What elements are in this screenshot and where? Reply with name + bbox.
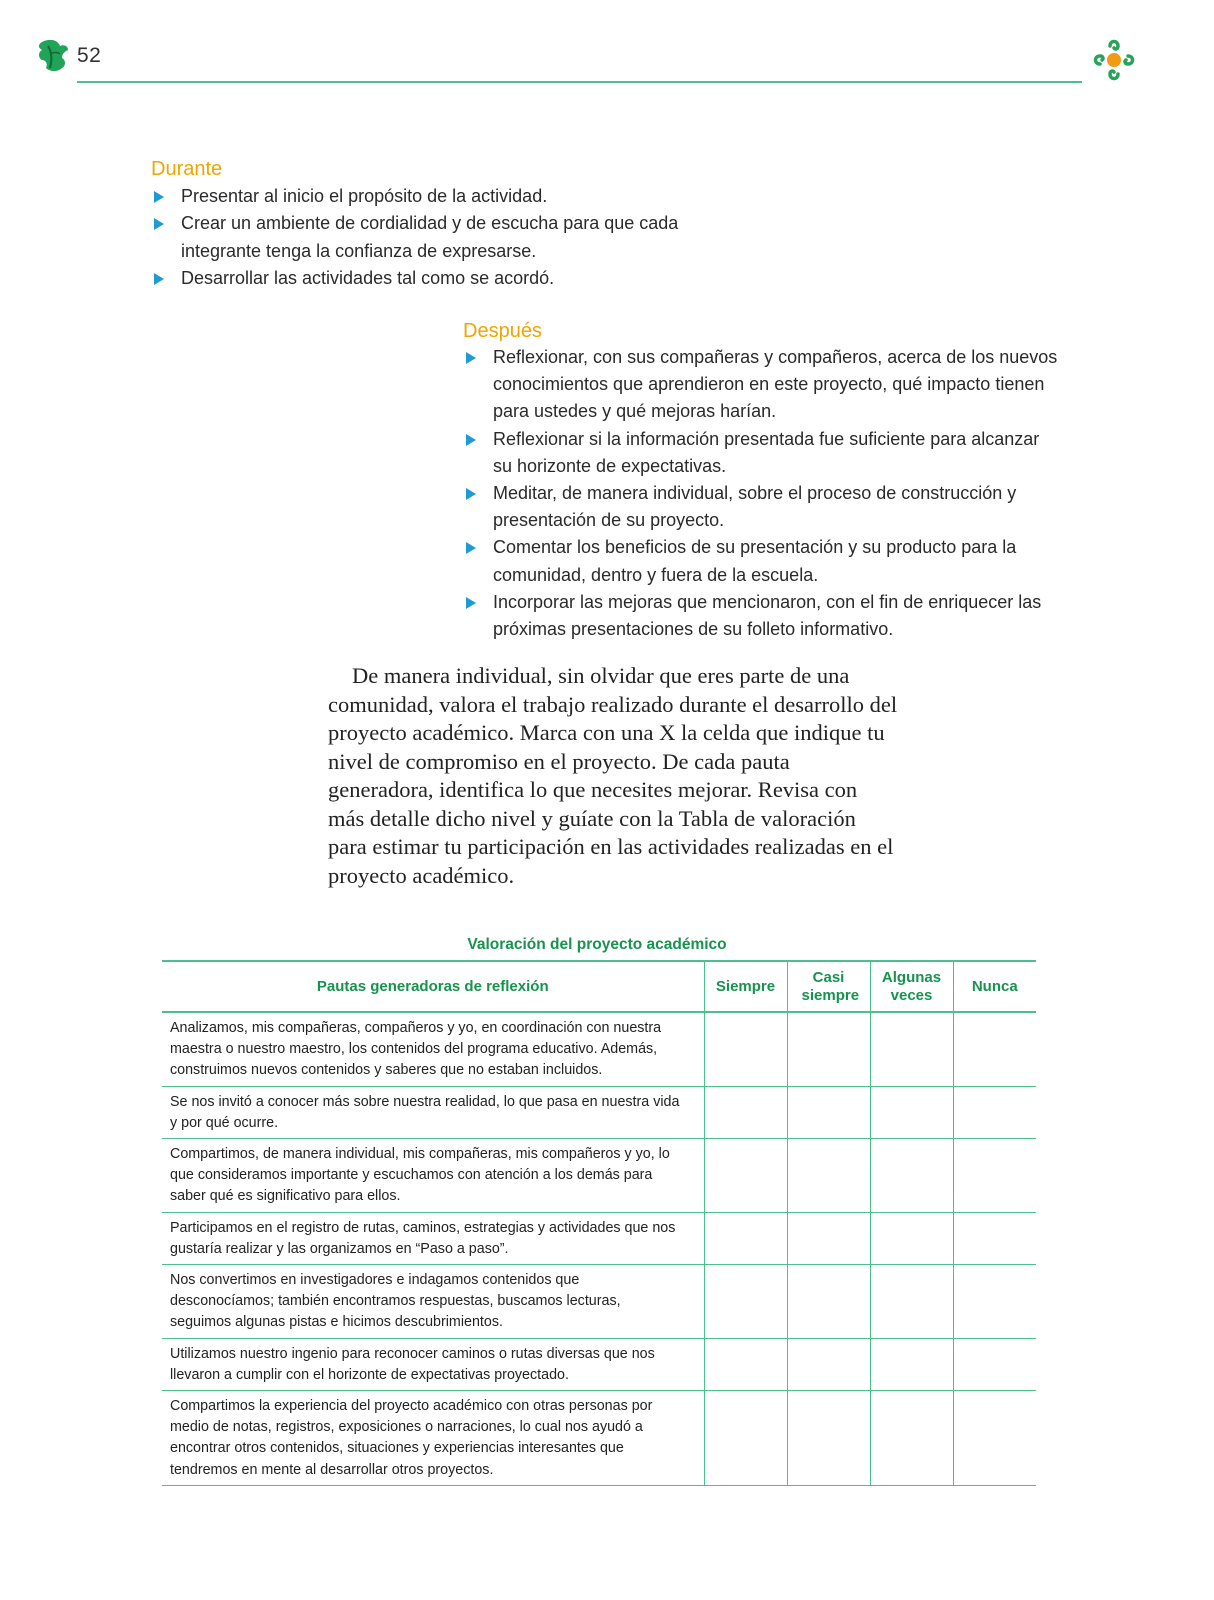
list-item-text: Meditar, de manera individual, sobre el proceso de construcción y presentación de su proyecto. xyxy=(493,483,1017,531)
cell-casi-siempre[interactable] xyxy=(787,1212,870,1264)
header-rule xyxy=(77,81,1082,83)
table-row xyxy=(162,1086,1036,1138)
header-siempre: Siempre xyxy=(704,961,787,1012)
cell-nunca[interactable] xyxy=(953,1265,1036,1339)
flower-logo-icon xyxy=(1088,34,1140,86)
cell-casi-siempre[interactable] xyxy=(787,1338,870,1390)
table-title: Valoración del proyecto académico xyxy=(467,936,727,953)
list-item xyxy=(463,480,1063,534)
cell-siempre[interactable] xyxy=(704,1139,787,1213)
page-number: 52 xyxy=(77,44,102,67)
list-item xyxy=(151,265,711,292)
list-item xyxy=(463,344,1063,426)
bullet-triangle-icon xyxy=(466,434,476,446)
cell-algunas-veces[interactable] xyxy=(870,1391,953,1486)
cell-casi-siempre[interactable] xyxy=(787,1139,870,1213)
table-row xyxy=(162,1212,1036,1264)
cell-nunca[interactable] xyxy=(953,1391,1036,1486)
table-row xyxy=(162,1012,1036,1086)
pauta-text: Analizamos, mis compañeras, compañeros y yo, en coordinación con nuestra maestra o nuestro maestro, los contenidos del programa educativo. Además, construimos nuevos contenidos y saberes que no estaban incluidos. xyxy=(162,1012,704,1086)
cell-nunca[interactable] xyxy=(953,1338,1036,1390)
list-item-text: Presentar al inicio el propósito de la actividad. xyxy=(181,186,548,206)
table-header-row xyxy=(162,961,1036,1012)
cell-algunas-veces[interactable] xyxy=(870,1265,953,1339)
table-row xyxy=(162,1391,1036,1486)
cell-casi-siempre[interactable] xyxy=(787,1012,870,1086)
bullet-triangle-icon xyxy=(154,218,164,230)
pauta-text: Utilizamos nuestro ingenio para reconocer caminos o rutas diversas que nos llevaron a cumplir con el horizonte de expectativas proyectado. xyxy=(162,1338,704,1390)
cell-nunca[interactable] xyxy=(953,1012,1036,1086)
cell-casi-siempre[interactable] xyxy=(787,1265,870,1339)
header-nunca: Nunca xyxy=(953,961,1036,1012)
pauta-text: Nos convertimos en investigadores e indagamos contenidos que desconocíamos; también encontramos respuestas, buscamos lecturas, seguimos algunas pistas e hicimos descubrimientos. xyxy=(162,1265,704,1339)
bullet-triangle-icon xyxy=(466,597,476,609)
list-item xyxy=(463,426,1063,480)
pauta-text: Compartimos la experiencia del proyecto académico con otras personas por medio de notas, registros, exposiciones o narraciones, lo cual nos ayudó a encontrar otros contenidos, situaciones y experiencias interesantes que tendremos en mente al desarrollar otros proyectos. xyxy=(162,1391,704,1486)
pauta-text: Se nos invitó a conocer más sobre nuestra realidad, lo que pasa en nuestra vida y por qué ocurre. xyxy=(162,1086,704,1138)
cell-siempre[interactable] xyxy=(704,1086,787,1138)
bullet-triangle-icon xyxy=(466,488,476,500)
cell-siempre[interactable] xyxy=(704,1212,787,1264)
evaluation-table xyxy=(162,960,1036,1486)
cell-casi-siempre[interactable] xyxy=(787,1391,870,1486)
cell-nunca[interactable] xyxy=(953,1086,1036,1138)
table-row xyxy=(162,1338,1036,1390)
list-item xyxy=(463,589,1063,643)
cell-nunca[interactable] xyxy=(953,1139,1036,1213)
header-pautas: Pautas generadoras de reflexión xyxy=(162,961,704,1012)
list-item-text: Comentar los beneficios de su presentación y su producto para la comunidad, dentro y fuera de la escuela. xyxy=(493,537,1017,585)
durante-list xyxy=(151,183,711,293)
list-item xyxy=(463,534,1063,588)
leaf-logo-icon xyxy=(36,38,70,74)
durante-title: Durante xyxy=(151,158,223,180)
cell-algunas-veces[interactable] xyxy=(870,1012,953,1086)
list-item-text: Incorporar las mejoras que mencionaron, con el fin de enriquecer las próximas presentaciones de su folleto informativo. xyxy=(493,591,1042,640)
despues-list xyxy=(463,344,1063,643)
instructions-paragraph: De manera individual, sin olvidar que eres parte de una comunidad, valora el trabajo realizado durante el desarrollo del proyecto académico. Marca con una X la celda que indique tu nivel de compromiso en el proyecto. De cada pauta generadora, identifica lo que necesites mejorar. Revisa con más detalle dicho nivel y guíate con la Tabla de valoración para estimar tu participación en las actividades realizadas en el proyecto académico. xyxy=(328,663,898,888)
cell-algunas-veces[interactable] xyxy=(870,1139,953,1213)
despues-title: Después xyxy=(463,320,542,342)
bullet-triangle-icon xyxy=(466,542,476,554)
list-item-text: Reflexionar si la información presentada fue suficiente para alcanzar su horizonte de expectativas. xyxy=(493,428,1040,476)
cell-siempre[interactable] xyxy=(704,1391,787,1486)
header-algunas-veces: Algunas veces xyxy=(870,961,953,1012)
list-item xyxy=(151,183,711,210)
pauta-text: Participamos en el registro de rutas, caminos, estrategias y actividades que nos gustaría realizar y las organizamos en “Paso a paso”. xyxy=(162,1212,704,1264)
cell-nunca[interactable] xyxy=(953,1212,1036,1264)
table-row xyxy=(162,1265,1036,1339)
bullet-triangle-icon xyxy=(466,352,476,364)
bullet-triangle-icon xyxy=(154,191,164,203)
cell-algunas-veces[interactable] xyxy=(870,1338,953,1390)
cell-casi-siempre[interactable] xyxy=(787,1086,870,1138)
pauta-text: Compartimos, de manera individual, mis compañeras, mis compañeros y yo, lo que consideramos importante y escuchamos con atención a los demás para saber qué es significativo para ellos. xyxy=(162,1139,704,1213)
list-item-text: Desarrollar las actividades tal como se acordó. xyxy=(181,268,555,289)
cell-siempre[interactable] xyxy=(704,1338,787,1390)
list-item-text: Crear un ambiente de cordialidad y de escucha para que cada integrante tenga la confianza de expresarse. xyxy=(181,213,679,261)
table-row xyxy=(162,1139,1036,1213)
cell-algunas-veces[interactable] xyxy=(870,1086,953,1138)
cell-siempre[interactable] xyxy=(704,1265,787,1339)
bullet-triangle-icon xyxy=(154,273,164,285)
list-item xyxy=(151,210,711,265)
cell-algunas-veces[interactable] xyxy=(870,1212,953,1264)
list-item-text: Reflexionar, con sus compañeras y compañeros, acerca de los nuevos conocimientos que aprendieron en este proyecto, qué impacto tienen para ustedes y qué mejoras harían. xyxy=(493,347,1058,422)
cell-siempre[interactable] xyxy=(704,1012,787,1086)
header-casi-siempre: Casi siempre xyxy=(787,961,870,1012)
